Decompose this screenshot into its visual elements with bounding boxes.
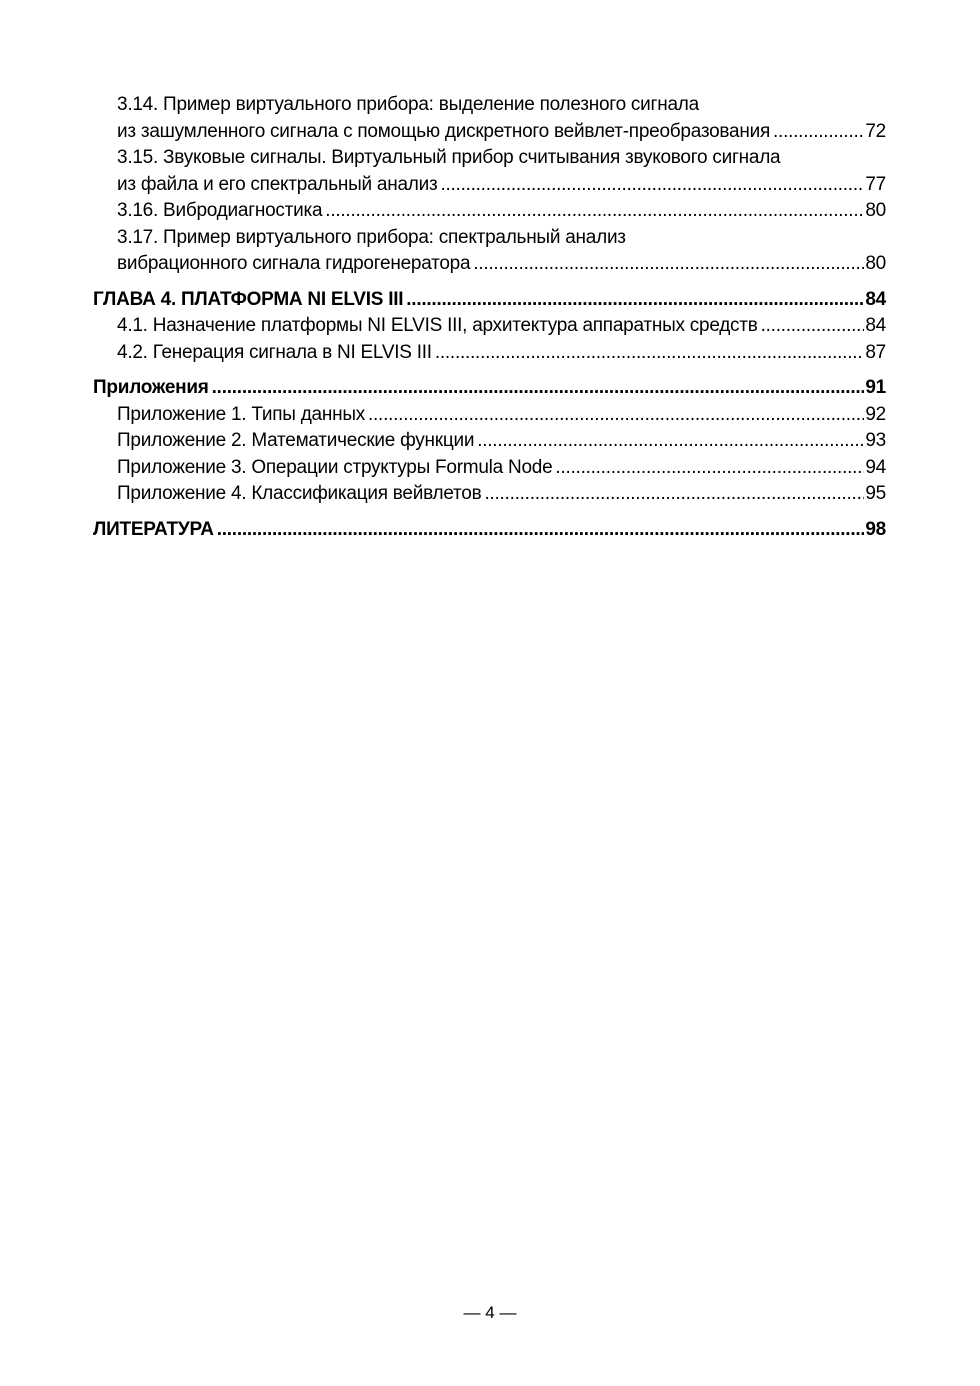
toc-entry-4-2[interactable]	[93, 340, 886, 367]
dot-leader	[368, 402, 864, 429]
toc-page-number: 98	[865, 518, 886, 540]
toc-page-number: 84	[865, 315, 886, 336]
toc-page-number: 91	[865, 377, 886, 398]
toc-entry-appendix-1[interactable]	[93, 402, 886, 429]
toc-entry-title: вибрационного сигнала гидрогенератора	[117, 253, 471, 274]
dot-leader	[325, 198, 864, 225]
toc-entry-appendix-3[interactable]	[93, 455, 886, 482]
toc-entry-3-17[interactable]	[93, 225, 886, 278]
toc-chapter-4[interactable]	[93, 287, 886, 314]
dot-leader	[473, 251, 864, 278]
dot-leader	[212, 375, 865, 402]
toc-page-number: 94	[865, 456, 886, 478]
toc-chapter-title: ЛИТЕРАТУРА	[93, 518, 214, 540]
toc-entry-3-15[interactable]	[93, 145, 886, 198]
toc-entry-title: Приложение 1. Типы данных	[117, 403, 365, 425]
toc-entry-title: 4.1. Назначение платформы NI ELVIS III, архитектура аппаратных средств	[117, 315, 758, 336]
toc-entry-title: 4.2. Генерация сигнала в NI ELVIS III	[117, 341, 432, 363]
dot-leader	[217, 517, 865, 544]
toc-entry-4-1[interactable]	[93, 313, 886, 340]
toc-page-number: 77	[865, 173, 886, 195]
toc-entry-title-line: 3.15. Звуковые сигналы. Виртуальный прибор считывания звукового сигнала	[117, 147, 781, 168]
toc-entry-title: 3.16. Вибродиагностика	[117, 200, 323, 221]
toc-entry-title: из зашумленного сигнала с помощью дискретного вейвлет-преобразования	[117, 120, 771, 142]
dot-leader	[435, 340, 865, 367]
toc-entry-3-14[interactable]	[93, 92, 886, 145]
toc-page-number: 92	[865, 403, 886, 425]
toc-entry-title: Приложение 3. Операции структуры Formula Node	[117, 456, 553, 478]
dot-leader	[477, 428, 864, 455]
dot-leader	[484, 481, 864, 508]
toc-entry-title: Приложение 4. Классификация вейвлетов	[117, 483, 482, 504]
table-of-contents	[93, 92, 886, 543]
toc-entry-title-line: 3.17. Пример виртуального прибора: спектральный анализ	[117, 226, 626, 248]
toc-chapter-appendices[interactable]	[93, 375, 886, 402]
dot-leader	[440, 172, 864, 199]
toc-chapter-title: Приложения	[93, 377, 209, 398]
dot-leader	[773, 119, 864, 146]
dot-leader	[555, 455, 864, 482]
toc-page-number: 87	[865, 341, 886, 363]
toc-entry-appendix-2[interactable]	[93, 428, 886, 455]
toc-page-number: 84	[865, 288, 886, 310]
toc-entry-title-line: 3.14. Пример виртуального прибора: выделение полезного сигнала	[117, 94, 699, 115]
page-number: — 4 —	[463, 1303, 517, 1322]
toc-chapter-title: ГЛАВА 4. ПЛАТФОРМА NI ELVIS III	[93, 288, 404, 310]
dot-leader	[406, 287, 864, 314]
dot-leader	[761, 313, 865, 340]
toc-entry-appendix-4[interactable]	[93, 481, 886, 508]
toc-entry-title: Приложение 2. Математические функции	[117, 430, 475, 451]
toc-page-number: 80	[865, 253, 886, 274]
toc-page-number: 95	[865, 483, 886, 504]
toc-entry-3-16[interactable]	[93, 198, 886, 225]
toc-page-number: 72	[865, 120, 886, 142]
toc-page-number: 93	[865, 430, 886, 451]
toc-chapter-literature[interactable]	[93, 517, 886, 544]
toc-entry-title: из файла и его спектральный анализ	[117, 173, 438, 195]
toc-page-number: 80	[865, 200, 886, 221]
